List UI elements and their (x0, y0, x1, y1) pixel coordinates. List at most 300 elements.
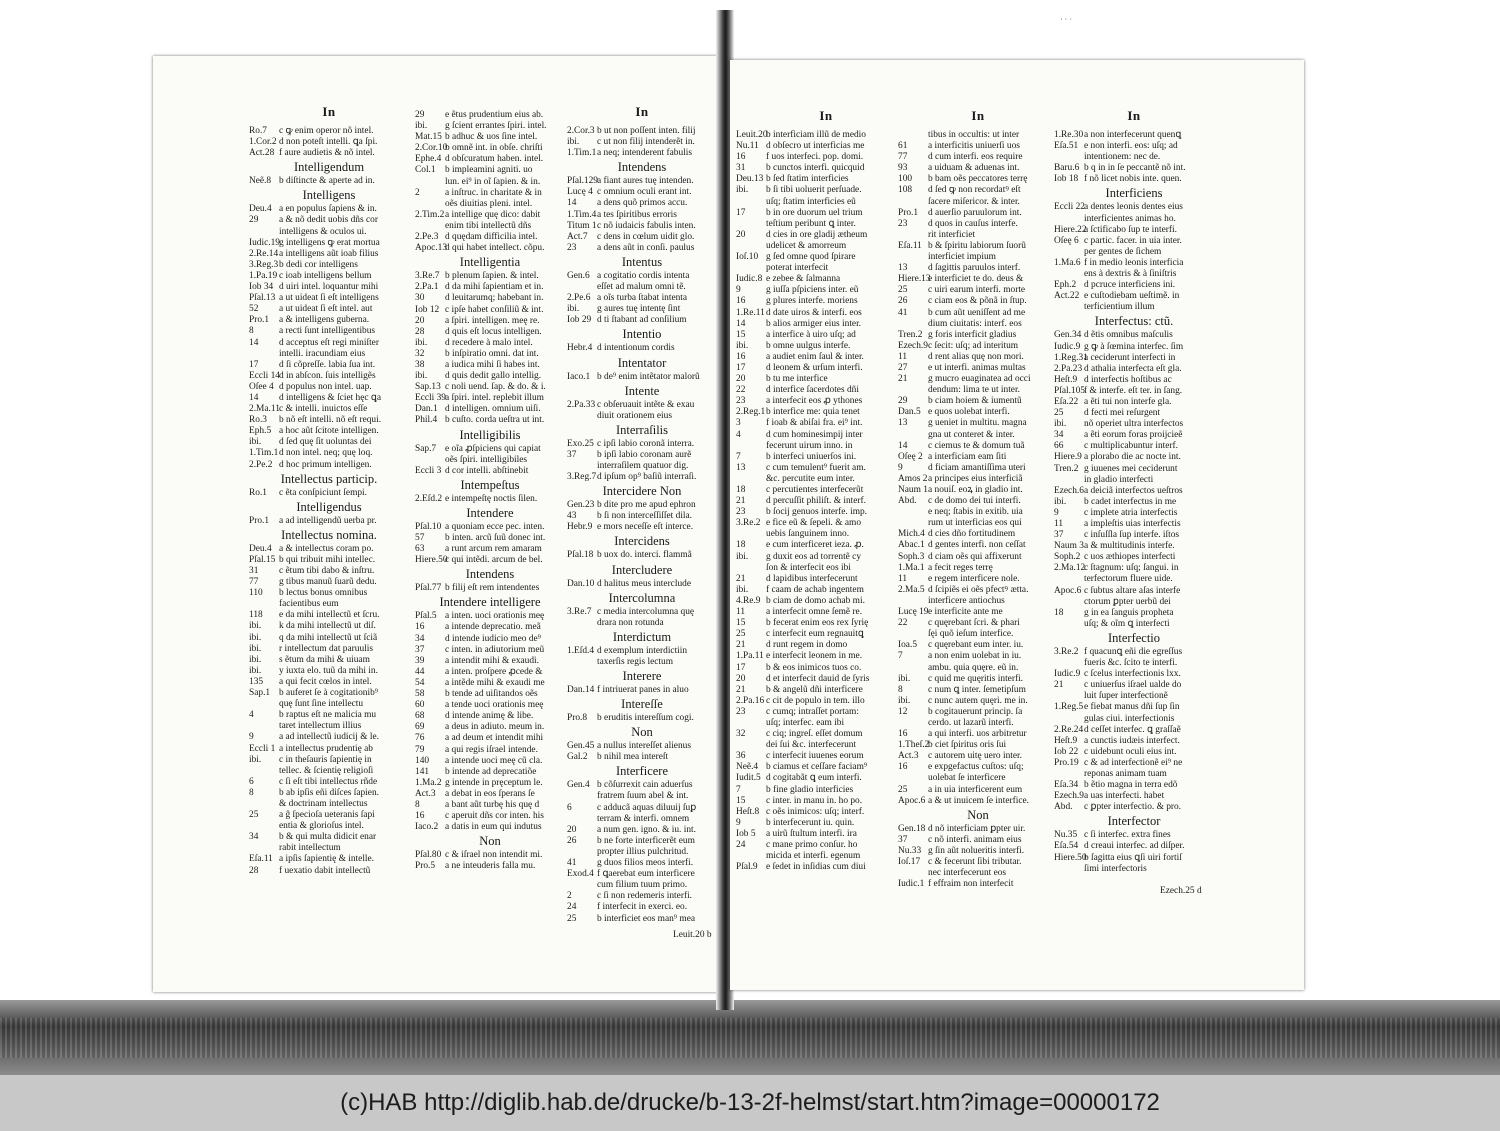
scripture-reference: 2.Pa.23 (1054, 363, 1083, 374)
concordance-entry (415, 689, 565, 700)
scripture-reference: Naum 1 (898, 485, 928, 495)
concordance-entry (898, 474, 1058, 485)
concordance-entry (415, 271, 565, 282)
scripture-reference: ibi. (736, 551, 749, 562)
entry-text: rum ut interficias eos qui (928, 518, 1022, 529)
concordance-entry (249, 315, 409, 326)
concordance-entry (567, 271, 717, 282)
entry-text: b raptus eſt ne malicia mu (279, 710, 377, 721)
concordance-entry (249, 426, 409, 437)
entry-text: terfectorum fluere uide. (1084, 574, 1173, 585)
scripture-reference: ibi. (415, 121, 428, 132)
scripture-reference: 16 (898, 729, 908, 740)
concordance-entry (898, 185, 1058, 196)
entry-text: c obſeruauit intẽte & exau (597, 399, 695, 410)
entry-text: c uidebunt oculi eius int. (1084, 746, 1177, 757)
entry-text: cum filium tuum primo. (597, 880, 688, 891)
concordance-entry (1054, 258, 1214, 269)
scripture-reference: 1.Re.11 (736, 307, 765, 318)
scripture-reference: 2.Reg.1 (736, 407, 766, 418)
concordance-entry (1054, 508, 1214, 519)
scripture-reference: Apoc.13 (415, 243, 448, 254)
entry-text: intelli. iracundiam eius (279, 348, 366, 359)
concordance-entry (567, 282, 717, 293)
scripture-reference: Apoc.6 (898, 795, 926, 806)
concordance-entry (1054, 702, 1214, 713)
scripture-reference: 37 (1054, 530, 1064, 541)
scripture-reference: 77 (249, 577, 259, 588)
entry-text: e mors neceſſe eſt interce. (597, 522, 694, 533)
concordance-entry (736, 740, 916, 751)
concordance-entry (567, 304, 717, 315)
entry-text: lun. ei⁹ in oĩ ſapien. & in. (445, 176, 541, 187)
concordance-entry (1054, 486, 1214, 497)
scripture-reference: 8 (415, 799, 420, 810)
scripture-reference: 28 (415, 326, 425, 337)
running-head: In (1127, 108, 1141, 123)
concordance-entry (898, 396, 1058, 407)
scripture-reference: Eccli 14 (249, 370, 280, 381)
concordance-entry (249, 777, 409, 788)
scripture-reference: 20 (736, 374, 746, 385)
entry-text: a quoniam ecce pec. inten. (445, 521, 545, 532)
scripture-reference: Hebr.4 (567, 343, 593, 354)
concordance-entry (249, 666, 409, 677)
concordance-entry (249, 755, 409, 766)
concordance-entry (567, 847, 717, 858)
headword: Interdictum (612, 629, 672, 644)
concordance-entry (736, 208, 916, 219)
scripture-reference: Act.7 (567, 231, 588, 242)
entry-text: d ſed ꝙ non recordatꝰ eſt (928, 185, 1021, 196)
entry-text: a inten. proſpere ꝓcede & (445, 666, 543, 677)
entry-text: a ad intellectũ iudicij & le. (279, 732, 379, 743)
scripture-reference: 15 (736, 795, 746, 806)
entry-text: c quęrebant eum inter. iu. (928, 640, 1024, 651)
entry-text: b inſpiratio omni. dat int. (445, 348, 539, 359)
entry-text: b ſi non interceſſiſſet dila. (597, 511, 693, 522)
entry-text: e interfecit leonem in me. (766, 651, 863, 662)
entry-text: b ſagitta eius ꝗſi uiri fortiſ (1084, 852, 1182, 863)
entry-text: terram & interfi. omnem (597, 813, 690, 824)
entry-text: e intempeſtę noctis ſilen. (445, 493, 538, 504)
scripture-reference: Hiere.50 (415, 555, 448, 566)
entry-text: d qui habet intellect. cõpu. (445, 243, 545, 254)
entry-text: e da mihi intellectũ et ſcru. (279, 610, 380, 621)
concordance-entry (898, 596, 1058, 607)
entry-text: d recedere à malo intel. (445, 337, 533, 348)
scripture-reference: Soph.2 (1054, 552, 1081, 563)
concordance-entry (249, 404, 409, 415)
entry-text: c ſecit: uſq; ad interitum (928, 340, 1019, 351)
concordance-entry (249, 599, 409, 610)
scripture-reference: 34 (249, 832, 259, 843)
scripture-reference: Eſa.22 (1054, 396, 1079, 407)
right-page-column-1 (736, 108, 916, 988)
entry-text: c quęrebant ſcri. & phari (928, 618, 1020, 629)
entry-text: d intelligens & ſciet hęc ꝗa (279, 392, 382, 403)
concordance-entry (567, 657, 717, 668)
concordance-entry (1054, 214, 1214, 225)
scripture-reference: 1.Theſ.2 (898, 740, 930, 751)
entry-text: c partic. facer. in uia inter. (1084, 235, 1182, 246)
concordance-entry (567, 914, 717, 925)
concordance-entry (1054, 452, 1214, 463)
concordance-entry (567, 858, 717, 869)
scripture-reference: 21 (736, 684, 746, 695)
scripture-reference: 21 (1054, 680, 1064, 691)
concordance-entry (1054, 375, 1214, 386)
entry-text: c ciq; ingreſ. eſſet domum (766, 729, 863, 740)
concordance-entry (249, 710, 409, 721)
concordance-entry (898, 352, 1058, 363)
concordance-entry (249, 732, 409, 743)
concordance-entry (736, 418, 916, 429)
scripture-reference: Gen.34 (1054, 330, 1082, 341)
concordance-entry (567, 198, 717, 209)
headword: Intelligendum (293, 160, 365, 175)
entry-text: c ſcelus interfectionis lxx. (1084, 669, 1181, 680)
scripture-reference: 25 (249, 810, 259, 821)
entry-text: b interfice me: quia tenet (766, 407, 860, 418)
scripture-reference: 8 (249, 326, 254, 337)
concordance-entry (898, 463, 1058, 474)
entry-text: tibus in occultis: ut inter (928, 130, 1020, 140)
entry-text: e fice eũ & ſepeli. & amo (766, 518, 862, 529)
entry-text: c & iſrael non intendit mi. (445, 850, 543, 861)
concordance-entry (249, 699, 409, 710)
concordance-entry (567, 880, 717, 891)
concordance-entry (736, 174, 916, 185)
concordance-entry (567, 891, 717, 902)
concordance-entry (736, 540, 916, 551)
entry-text: e ẽtus prudentium eius ab. (445, 110, 544, 120)
concordance-entry (415, 811, 565, 822)
entry-text: f & interfe. eſt ter. in ſang. (1084, 385, 1183, 396)
concordance-entry (1054, 163, 1214, 174)
concordance-entry (736, 618, 916, 629)
entry-text: a recti ſunt intelligentibus (279, 326, 376, 337)
entry-text: a intende deprecatio. meã (445, 622, 541, 633)
concordance-entry (898, 197, 1058, 208)
scripture-reference: Heſt.9 (1054, 374, 1078, 385)
scripture-reference: 2.Pe.2 (249, 459, 273, 470)
scripture-reference: 11 (898, 573, 908, 584)
scripture-reference: Pro.1 (249, 515, 270, 526)
entry-text: g ꝙ à ſœmina interfec. ſim (1084, 341, 1184, 352)
scripture-reference: 24 (736, 840, 746, 850)
concordance-entry (736, 407, 916, 418)
concordance-entry (1054, 247, 1214, 258)
entry-text: d creaui interfec. ad diſper. (1084, 841, 1185, 852)
headword: Non (479, 834, 501, 849)
headword: Interfector (1107, 814, 1161, 829)
entry-text: c media intercolumna quę (597, 606, 695, 617)
concordance-entry (567, 607, 717, 618)
scripture-reference: 15 (736, 329, 746, 340)
entry-text: g iuuenes mei ceciderunt (1084, 463, 1178, 474)
entry-text: b ſed ſtatim interficies (766, 174, 849, 185)
concordance-entry (898, 552, 1058, 563)
entry-text: c ſi non redemeris interfi. (597, 891, 693, 902)
concordance-entry (1054, 386, 1214, 397)
concordance-entry (567, 315, 717, 326)
scripture-reference: Ezech.6 (1054, 485, 1084, 496)
entry-text: c & fecerunt ſibi tributar. (928, 857, 1022, 867)
entry-text: tellec. & ſcientię religioſi (279, 765, 374, 776)
concordance-entry (736, 385, 916, 396)
scripture-reference: Apoc.6 (1054, 585, 1082, 596)
entry-text: b fecerat enim eos rex ſyrię (766, 618, 869, 629)
left-page (153, 56, 720, 992)
entry-text: c & intelli. inuictos eſſe (279, 404, 368, 415)
entry-text: b intende ad deprecatiõe (445, 766, 537, 777)
concordance-entry (567, 869, 717, 880)
scripture-reference: 60 (415, 700, 425, 711)
scripture-reference: ibi. (1054, 496, 1067, 507)
scripture-reference: 26 (567, 835, 577, 846)
scripture-reference: 79 (415, 744, 425, 755)
entry-text: g ſin aũt nolueritis interfi. (928, 845, 1025, 856)
scripture-reference: Lucę 4 (567, 187, 593, 198)
concordance-entry (249, 555, 409, 566)
scripture-reference: 2.Pe.3 (415, 232, 439, 243)
scripture-reference: 2.Re.14 (249, 248, 279, 259)
left-page-column-1 (249, 104, 409, 984)
scripture-reference: 2.Ma.12 (1054, 563, 1086, 574)
entry-text: f quacunꝗ eñi die egreſſus (1084, 646, 1183, 657)
entry-text: d cogitabãt ꝗ eum interfi. (766, 773, 862, 784)
entry-text: teſtium peribunt ꝗ inter. (766, 218, 856, 229)
concordance-entry (567, 411, 717, 422)
entry-text: c uniuerſus iſrael ualde do (1084, 680, 1182, 691)
scripture-reference: 9 (1054, 507, 1059, 518)
concordance-entry (1054, 497, 1214, 508)
scripture-reference: 22 (736, 385, 746, 396)
entry-text: g plures interfe. moriens (766, 296, 858, 307)
scripture-reference: 14 (567, 198, 577, 209)
scripture-reference: Ezech.9 (898, 340, 928, 351)
concordance-entry (898, 585, 1058, 596)
concordance-entry (415, 121, 565, 132)
entry-text: d ſed quę ſit uoluntas dei (279, 437, 372, 448)
concordance-entry (249, 304, 409, 315)
entry-text: a intendit mihi & exaudi. (445, 655, 539, 666)
scripture-reference: Deu.4 (249, 204, 272, 215)
entry-text: d cum hominesimpij inter (766, 429, 863, 440)
entry-text: b lectus bonus omnibus (279, 588, 368, 599)
concordance-entry (249, 126, 409, 137)
concordance-entry (736, 552, 916, 563)
concordance-entry (898, 574, 1058, 585)
entry-text: a ĝ ſpecioſa ueteranis ſapi (279, 810, 375, 821)
concordance-entry (415, 583, 565, 594)
entry-text: a oĩs turba ſtabat intenta (597, 293, 688, 304)
entry-text: d ſi cõpreſſe. labia ſua int. (279, 359, 376, 370)
concordance-entry (898, 208, 1058, 219)
concordance-entry (567, 176, 717, 187)
concordance-entry (567, 646, 717, 657)
scripture-reference: Hebr.9 (567, 522, 593, 533)
concordance-entry (249, 488, 409, 499)
entry-text: facientibus eum (279, 599, 339, 610)
scripture-reference: 37 (567, 449, 577, 460)
entry-text: a tende uoci orationis meę (445, 700, 544, 711)
scripture-reference: 25 (898, 784, 908, 795)
concordance-entry (567, 450, 717, 461)
entry-text: c uiri earum interfi. morte (928, 285, 1026, 296)
entry-text: c adducã aquas diluuij ſuꝑ (597, 802, 697, 813)
concordance-entry (249, 437, 409, 448)
concordance-entry (415, 243, 565, 254)
scripture-reference: 2.Cor.3 (567, 126, 595, 136)
entry-text: a ẽti eorum foras proijcieẽ (1084, 430, 1183, 441)
scripture-reference: Neẽ.4 (736, 762, 759, 773)
entry-text: d interfice ſacerdotes dñi (766, 385, 859, 396)
concordance-entry (736, 785, 916, 796)
concordance-entry (736, 696, 916, 707)
left-page-column-2 (415, 104, 565, 984)
entry-text: b ciamus et ceſſare faciam⁹ (766, 762, 868, 773)
scripture-reference: Oſee 4 (249, 381, 274, 392)
scripture-reference: 23 (736, 396, 746, 407)
concordance-entry (567, 500, 717, 511)
entry-text: b dedi cor intelligens (279, 259, 358, 270)
scripture-reference: 1.Reg.31 (1054, 352, 1088, 363)
scripture-reference: 9 (898, 462, 903, 473)
scripture-reference: 37 (415, 644, 425, 655)
concordance-entry (249, 544, 409, 555)
concordance-entry (898, 563, 1058, 574)
entry-text: b ne forte interficerẽt eum (597, 835, 695, 846)
scripture-reference: 141 (415, 766, 430, 777)
concordance-entry (567, 713, 717, 724)
entry-text: a inten. uoci orationis meę (445, 611, 545, 622)
concordance-entry (736, 707, 916, 718)
entry-text: d fecti mei reſurgent (1084, 408, 1161, 419)
concordance-entry (249, 843, 409, 854)
concordance-entry (249, 655, 409, 666)
scripture-reference: ibi. (736, 185, 749, 196)
concordance-entry (898, 651, 1058, 662)
scripture-reference: 24 (567, 902, 577, 913)
scripture-reference: 135 (249, 676, 264, 687)
concordance-entry (1054, 780, 1214, 791)
headword: Intendens (617, 160, 667, 175)
scripture-reference: 29 (415, 110, 425, 120)
concordance-entry (415, 132, 565, 143)
entry-text: b eruditis intereſſum cogi. (597, 713, 694, 724)
entry-text: interraſilem quatuor dig. (597, 460, 689, 471)
entry-text: gulas ciui. interfectionis (1084, 713, 1175, 724)
scripture-reference: 2.Pe.6 (567, 293, 591, 304)
entry-text: micida et interfi. egenum (766, 851, 861, 862)
concordance-entry (249, 338, 409, 349)
scripture-reference: 21 (736, 496, 746, 507)
scripture-reference: 34 (415, 633, 425, 644)
scripture-reference: Eſa.54 (1054, 841, 1079, 852)
scripture-reference: Sap.7 (415, 443, 437, 454)
entry-text: rabit intellectum (279, 843, 341, 854)
scripture-reference: Abac.1 (898, 540, 925, 551)
scripture-reference: 31 (249, 566, 259, 576)
entry-text: quę ſunt ſine intellectu (279, 699, 364, 710)
scripture-reference: ibi. (249, 643, 262, 654)
entry-text: a en populus ſapiens & in. (279, 204, 377, 215)
scripture-reference: Pro.1 (898, 207, 919, 218)
concordance-entry (736, 308, 916, 319)
entry-text: e oĩa ꝓſpiciens qui capiat (445, 443, 541, 454)
concordance-entry (567, 137, 717, 148)
concordance-entry (249, 227, 409, 238)
entry-text: b & qui multa didicit enar (279, 832, 377, 843)
entry-text: e ut interfi. animas multas (928, 362, 1026, 373)
entry-text: k da mihi intellectũ ut diſ. (279, 621, 376, 632)
headword: Intendens (465, 567, 515, 582)
concordance-entry (898, 163, 1058, 174)
scripture-reference: 140 (415, 755, 430, 766)
concordance-entry (415, 555, 565, 566)
entry-text: d rent alias quę non mori. (928, 351, 1024, 362)
entry-text: d nõ interficiam ꝑpter uir. (928, 823, 1026, 834)
concordance-entry (415, 349, 565, 360)
entry-text: c nõ iudaicis fabulis inten. (597, 220, 696, 231)
scripture-reference: 3.Reg.3 (249, 259, 279, 270)
scripture-reference: 16 (736, 152, 746, 163)
concordance-entry (1054, 563, 1214, 574)
concordance-entry (736, 607, 916, 618)
entry-text: f in medio leonis interficia (1084, 257, 1184, 268)
scripture-reference: Pſal.13 (249, 293, 276, 304)
concordance-entry (415, 645, 565, 656)
concordance-entry (736, 430, 916, 441)
scripture-reference: 16 (415, 622, 425, 633)
entry-text: b nõ eſt intelli. nõ eſt requi. (279, 415, 382, 426)
entry-text: b impleamini agniti. uo (445, 165, 533, 176)
concordance-entry (249, 821, 409, 832)
scripture-reference: ibi. (249, 632, 262, 643)
entry-text: d intelligen. omnium uiſi. (445, 404, 541, 415)
concordance-entry (1054, 725, 1214, 736)
entry-text: d cies in ore gladij ætheum (766, 229, 868, 240)
entry-text: d cum interfi. eos require (928, 152, 1023, 163)
scripture-reference: Ioſ.17 (898, 857, 921, 867)
entry-text: a qui interfi. uos arbitretur (928, 729, 1027, 740)
concordance-entry (736, 840, 916, 851)
entry-text: e cum interficeret ieza. ꝓ. (766, 540, 864, 551)
concordance-entry (567, 472, 717, 483)
entry-text: e fiebat manus dñi ſup ſin (1084, 702, 1180, 713)
entry-text: b ſocij genuos interfe. imp. (766, 507, 868, 518)
concordance-entry (736, 185, 916, 196)
concordance-entry (1054, 330, 1214, 341)
concordance-entry (1054, 202, 1214, 213)
scripture-reference: 14 (249, 337, 259, 348)
entry-text: b cõſurrexit cain aduerſus (597, 780, 693, 791)
concordance-entry (736, 474, 916, 485)
entry-text: a & intellectus coram po. (279, 543, 374, 554)
concordance-entry (567, 550, 717, 561)
scripture-reference: 4.Re.9 (736, 595, 761, 606)
scripture-reference: 13 (736, 462, 746, 473)
scripture-reference: ibi. (415, 337, 428, 348)
scripture-reference: 3.Re.7 (415, 271, 440, 282)
concordance-entry (249, 137, 409, 148)
scripture-reference: Tren.2 (898, 329, 923, 340)
headword: Interfectio (1107, 630, 1161, 645)
concordance-entry (736, 496, 916, 507)
concordance-entry (1054, 225, 1214, 236)
